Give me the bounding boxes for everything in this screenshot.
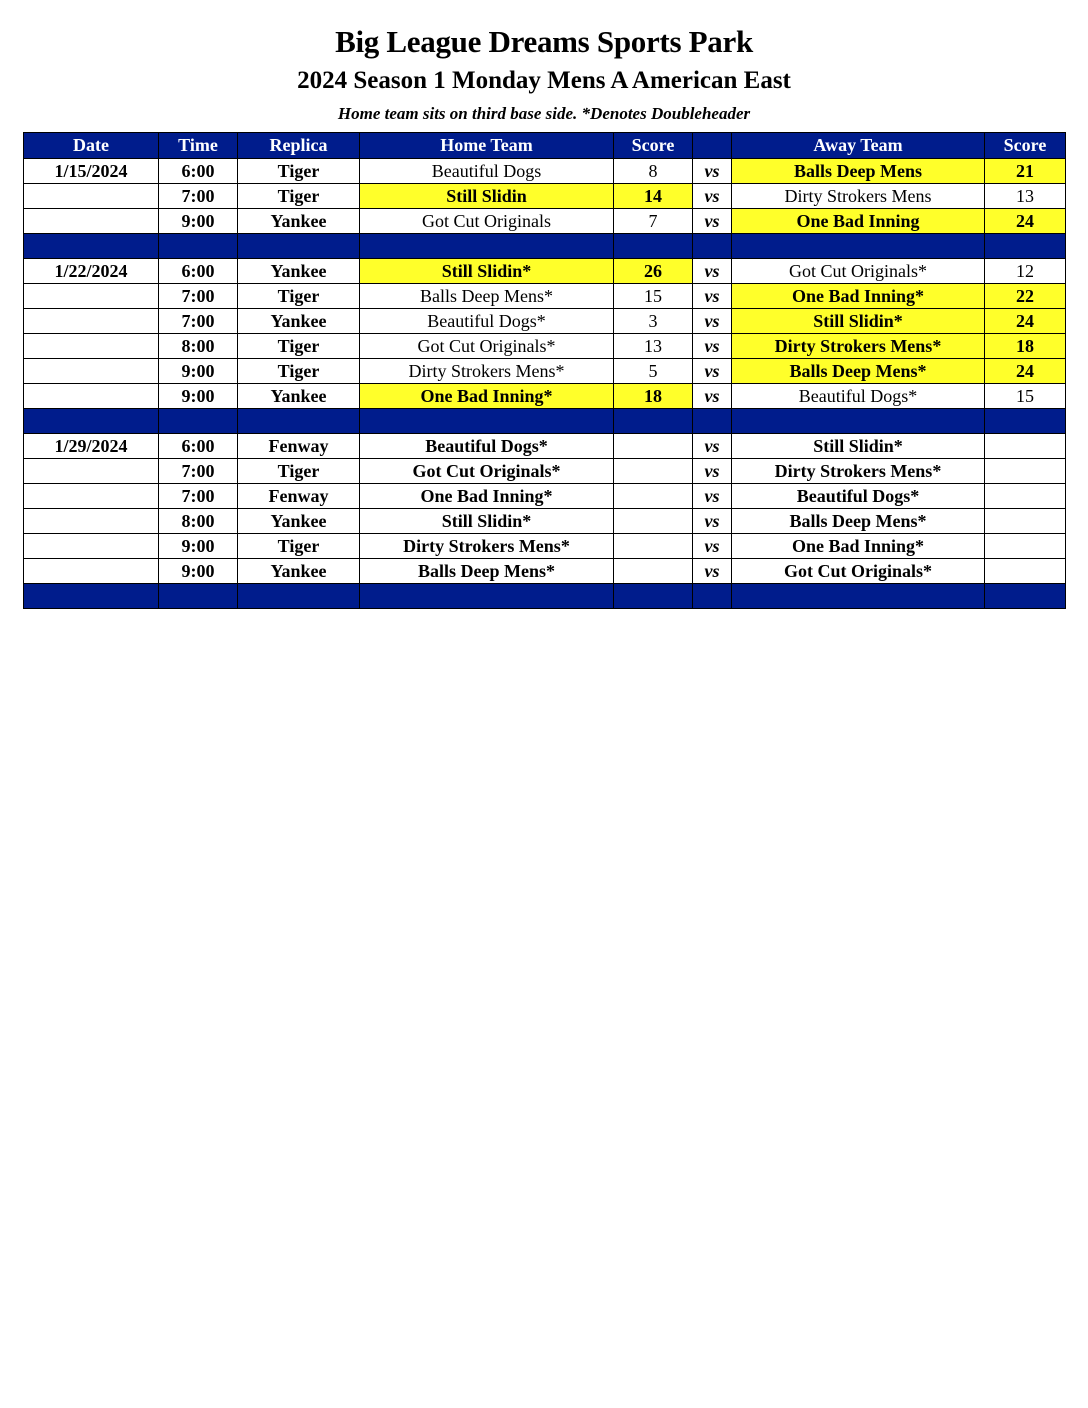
replica-cell: Tiger: [238, 334, 360, 359]
column-header-replica: Replica: [238, 133, 360, 159]
time-cell: 7:00: [159, 309, 238, 334]
vs-cell: vs: [693, 184, 732, 209]
away-team-cell: Balls Deep Mens: [732, 159, 985, 184]
replica-cell: Tiger: [238, 184, 360, 209]
separator-cell: [985, 409, 1066, 434]
home-team-cell: Balls Deep Mens*: [360, 284, 614, 309]
date-cell: [24, 484, 159, 509]
time-cell: 6:00: [159, 259, 238, 284]
home-team-cell: Beautiful Dogs*: [360, 309, 614, 334]
column-header-away-score: Score: [985, 133, 1066, 159]
separator-cell: [614, 409, 693, 434]
date-cell: [24, 209, 159, 234]
home-team-cell: One Bad Inning*: [360, 384, 614, 409]
replica-cell: Tiger: [238, 534, 360, 559]
separator-cell: [238, 584, 360, 609]
replica-cell: Tiger: [238, 159, 360, 184]
game-row: [24, 259, 1066, 284]
game-row: [24, 334, 1066, 359]
column-header-date: Date: [24, 133, 159, 159]
home-team-cell: Dirty Strokers Mens*: [360, 534, 614, 559]
game-row: [24, 434, 1066, 459]
replica-cell: Yankee: [238, 209, 360, 234]
home-team-cell: Beautiful Dogs: [360, 159, 614, 184]
away-team-cell: Got Cut Originals*: [732, 259, 985, 284]
home-score-cell: [614, 509, 693, 534]
time-cell: 9:00: [159, 534, 238, 559]
away-team-cell: One Bad Inning*: [732, 284, 985, 309]
away-score-cell: [985, 484, 1066, 509]
date-cell: [24, 384, 159, 409]
column-header-time: Time: [159, 133, 238, 159]
separator-cell: [985, 234, 1066, 259]
column-header-vs: [693, 133, 732, 159]
time-cell: 9:00: [159, 359, 238, 384]
away-score-cell: 15: [985, 384, 1066, 409]
home-team-cell: Still Slidin*: [360, 259, 614, 284]
game-row: [24, 484, 1066, 509]
home-team-cell: Got Cut Originals*: [360, 334, 614, 359]
home-score-cell: 18: [614, 384, 693, 409]
replica-cell: Yankee: [238, 384, 360, 409]
separator-cell: [360, 584, 614, 609]
home-score-cell: [614, 484, 693, 509]
away-score-cell: 24: [985, 209, 1066, 234]
vs-cell: vs: [693, 334, 732, 359]
date-cell: [24, 459, 159, 484]
separator-cell: [693, 234, 732, 259]
away-team-cell: Beautiful Dogs*: [732, 384, 985, 409]
separator-cell: [985, 584, 1066, 609]
away-score-cell: 24: [985, 359, 1066, 384]
game-row: [24, 159, 1066, 184]
separator-cell: [614, 234, 693, 259]
away-team-cell: Still Slidin*: [732, 309, 985, 334]
vs-cell: vs: [693, 259, 732, 284]
game-row: [24, 184, 1066, 209]
date-cell: [24, 184, 159, 209]
away-score-cell: 22: [985, 284, 1066, 309]
vs-cell: vs: [693, 384, 732, 409]
game-row: [24, 284, 1066, 309]
home-score-cell: 26: [614, 259, 693, 284]
vs-cell: vs: [693, 559, 732, 584]
time-cell: 7:00: [159, 184, 238, 209]
separator-cell: [614, 584, 693, 609]
game-row: [24, 509, 1066, 534]
date-cell: [24, 359, 159, 384]
away-team-cell: Dirty Strokers Mens*: [732, 334, 985, 359]
time-cell: 7:00: [159, 459, 238, 484]
away-score-cell: 24: [985, 309, 1066, 334]
away-score-cell: 12: [985, 259, 1066, 284]
separator-cell: [693, 584, 732, 609]
away-team-cell: One Bad Inning: [732, 209, 985, 234]
separator-cell: [24, 584, 159, 609]
game-row: [24, 209, 1066, 234]
separator-cell: [732, 409, 985, 434]
game-row: [24, 359, 1066, 384]
away-score-cell: [985, 509, 1066, 534]
separator-cell: [159, 234, 238, 259]
date-cell: [24, 534, 159, 559]
table-header-row: [24, 133, 1066, 159]
home-team-cell: One Bad Inning*: [360, 484, 614, 509]
date-cell: 1/22/2024: [24, 259, 159, 284]
separator-cell: [159, 584, 238, 609]
home-team-cell: Balls Deep Mens*: [360, 559, 614, 584]
replica-cell: Fenway: [238, 484, 360, 509]
away-team-cell: Balls Deep Mens*: [732, 359, 985, 384]
date-cell: [24, 559, 159, 584]
home-score-cell: 14: [614, 184, 693, 209]
away-score-cell: 18: [985, 334, 1066, 359]
separator-cell: [159, 409, 238, 434]
replica-cell: Tiger: [238, 284, 360, 309]
game-row: [24, 309, 1066, 334]
home-score-cell: [614, 534, 693, 559]
week-separator-row: [24, 234, 1066, 259]
home-score-cell: [614, 434, 693, 459]
separator-cell: [238, 234, 360, 259]
separator-cell: [24, 409, 159, 434]
home-score-cell: 5: [614, 359, 693, 384]
separator-cell: [732, 234, 985, 259]
week-separator-row: [24, 584, 1066, 609]
away-team-cell: Beautiful Dogs*: [732, 484, 985, 509]
replica-cell: Fenway: [238, 434, 360, 459]
away-team-cell: Balls Deep Mens*: [732, 509, 985, 534]
separator-cell: [360, 409, 614, 434]
away-team-cell: Dirty Strokers Mens*: [732, 459, 985, 484]
home-team-cell: Still Slidin*: [360, 509, 614, 534]
home-team-cell: Got Cut Originals*: [360, 459, 614, 484]
time-cell: 8:00: [159, 334, 238, 359]
date-cell: [24, 334, 159, 359]
page-title: Big League Dreams Sports Park: [335, 24, 753, 59]
game-row: [24, 534, 1066, 559]
separator-cell: [238, 409, 360, 434]
time-cell: 7:00: [159, 284, 238, 309]
vs-cell: vs: [693, 309, 732, 334]
separator-cell: [360, 234, 614, 259]
home-score-cell: [614, 559, 693, 584]
away-team-cell: Dirty Strokers Mens: [732, 184, 985, 209]
date-cell: 1/15/2024: [24, 159, 159, 184]
home-team-cell: Beautiful Dogs*: [360, 434, 614, 459]
separator-cell: [732, 584, 985, 609]
away-team-cell: Got Cut Originals*: [732, 559, 985, 584]
home-team-cell: Dirty Strokers Mens*: [360, 359, 614, 384]
home-score-cell: 13: [614, 334, 693, 359]
home-score-cell: 8: [614, 159, 693, 184]
replica-cell: Tiger: [238, 359, 360, 384]
game-row: [24, 384, 1066, 409]
replica-cell: Yankee: [238, 559, 360, 584]
vs-cell: vs: [693, 359, 732, 384]
replica-cell: Yankee: [238, 259, 360, 284]
home-score-cell: 3: [614, 309, 693, 334]
vs-cell: vs: [693, 159, 732, 184]
replica-cell: Tiger: [238, 459, 360, 484]
home-score-cell: 15: [614, 284, 693, 309]
date-cell: [24, 284, 159, 309]
away-team-cell: Still Slidin*: [732, 434, 985, 459]
time-cell: 7:00: [159, 484, 238, 509]
home-score-cell: 7: [614, 209, 693, 234]
vs-cell: vs: [693, 209, 732, 234]
time-cell: 6:00: [159, 434, 238, 459]
home-team-cell: Still Slidin: [360, 184, 614, 209]
separator-cell: [693, 409, 732, 434]
schedule-table: [23, 132, 1066, 609]
schedule-body: [24, 159, 1066, 609]
away-team-cell: One Bad Inning*: [732, 534, 985, 559]
page-subtitle: 2024 Season 1 Monday Mens A American East: [297, 67, 791, 94]
game-row: [24, 559, 1066, 584]
away-score-cell: 13: [985, 184, 1066, 209]
time-cell: 9:00: [159, 559, 238, 584]
date-cell: [24, 509, 159, 534]
week-separator-row: [24, 409, 1066, 434]
game-row: [24, 459, 1066, 484]
away-score-cell: [985, 559, 1066, 584]
date-cell: 1/29/2024: [24, 434, 159, 459]
vs-cell: vs: [693, 284, 732, 309]
time-cell: 9:00: [159, 209, 238, 234]
vs-cell: vs: [693, 459, 732, 484]
away-score-cell: [985, 459, 1066, 484]
vs-cell: vs: [693, 484, 732, 509]
vs-cell: vs: [693, 434, 732, 459]
column-header-home-team: Home Team: [360, 133, 614, 159]
home-score-cell: [614, 459, 693, 484]
home-team-cell: Got Cut Originals: [360, 209, 614, 234]
replica-cell: Yankee: [238, 309, 360, 334]
away-score-cell: [985, 534, 1066, 559]
schedule-note: Home team sits on third base side. *Denotes Doubleheader: [337, 104, 751, 123]
date-cell: [24, 309, 159, 334]
vs-cell: vs: [693, 534, 732, 559]
separator-cell: [24, 234, 159, 259]
replica-cell: Yankee: [238, 509, 360, 534]
time-cell: 8:00: [159, 509, 238, 534]
time-cell: 9:00: [159, 384, 238, 409]
time-cell: 6:00: [159, 159, 238, 184]
away-score-cell: 21: [985, 159, 1066, 184]
column-header-home-score: Score: [614, 133, 693, 159]
vs-cell: vs: [693, 509, 732, 534]
away-score-cell: [985, 434, 1066, 459]
column-header-away-team: Away Team: [732, 133, 985, 159]
